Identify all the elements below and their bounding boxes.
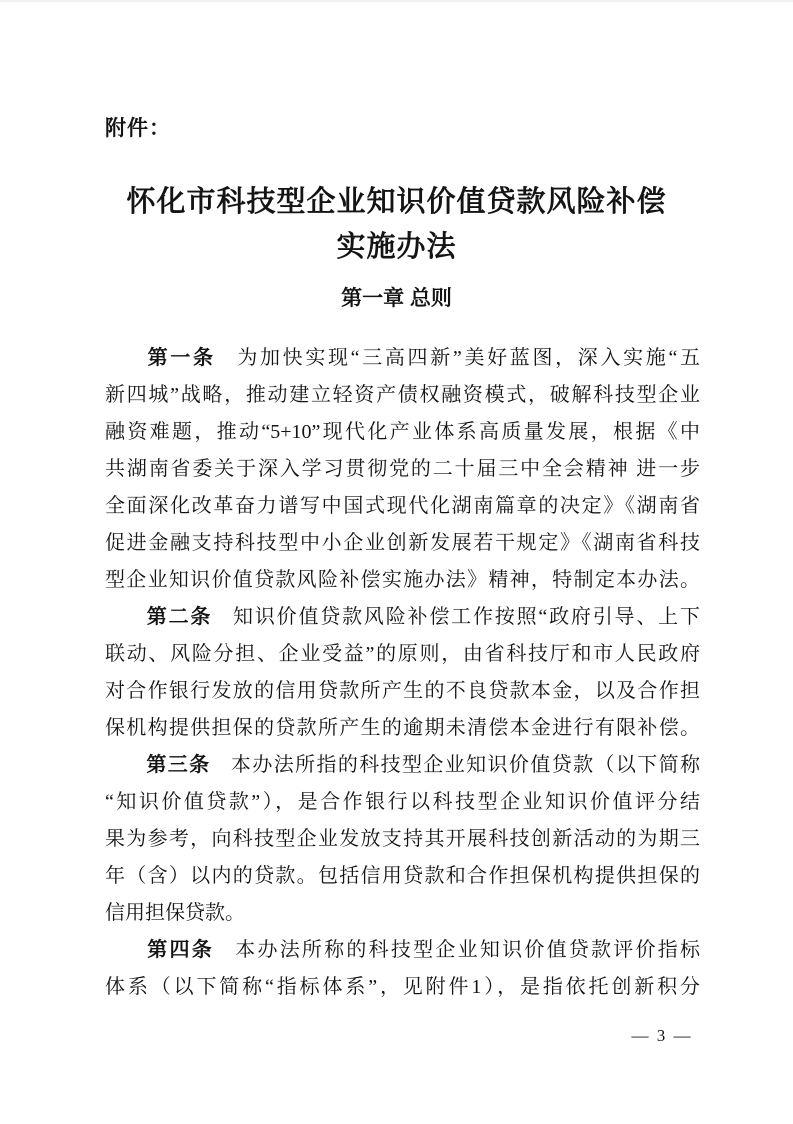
text-line <box>105 636 700 673</box>
article-number: 第四条 <box>145 939 214 961</box>
document-title-line1: 怀化市科技型企业知识价值贷款风险补偿 <box>126 186 667 218</box>
text-line <box>105 747 700 784</box>
text-line <box>105 562 700 599</box>
paragraph <box>105 747 700 932</box>
line-text: 年（含）以内的贷款。包括信用贷款和合作担保机构提供担保的 <box>105 865 700 887</box>
text-line <box>105 340 700 377</box>
document-title <box>0 180 793 270</box>
article-number: 第三条 <box>145 754 211 776</box>
line-text: 联动、风险分担、企业受益”的原则，由省科技厅和市人民政府 <box>105 643 700 665</box>
line-text: 知识价值贷款风险补偿工作按照“政府引导、上下 <box>231 606 700 628</box>
text-line <box>105 673 700 710</box>
page-number: — 3 — <box>631 1026 693 1045</box>
line-text: 为加快实现“三高四新”美好蓝图，深入实施“五 <box>234 347 700 369</box>
text-line <box>105 821 700 858</box>
line-text: 本办法所称的科技型企业知识价值贷款评价指标 <box>232 939 701 961</box>
line-text: 保机构提供担保的贷款所产生的逾期未清偿本金进行有限补偿。 <box>105 717 700 739</box>
text-line <box>105 488 700 525</box>
text-line <box>105 895 700 932</box>
line-text: 本办法所指的科技型企业知识价值贷款（以下简称 <box>229 754 701 776</box>
line-text: 体系（以下简称“指标体系”，见附件1），是指依托创新积分 <box>105 976 700 998</box>
line-text: “知识价值贷款”），是合作银行以科技型企业知识价值评分结 <box>105 791 700 813</box>
paragraph <box>105 340 700 599</box>
text-line <box>105 525 700 562</box>
line-text: 信用担保贷款。 <box>105 902 245 924</box>
paragraph <box>105 599 700 747</box>
line-text: 新四城”战略，推动建立轻资产债权融资模式，破解科技型企业 <box>105 384 700 406</box>
text-line <box>105 784 700 821</box>
line-text: 促进金融支持科技型中小企业创新发展若干规定》《湖南省科技 <box>105 532 700 554</box>
text-line <box>105 414 700 451</box>
article-number: 第二条 <box>145 606 213 628</box>
document-title-line2: 实施办法 <box>336 231 457 263</box>
line-text: 融资难题，推动“5+10”现代化产业体系高质量发展，根据《中 <box>105 421 700 443</box>
text-line <box>105 599 700 636</box>
paragraph <box>105 932 700 1006</box>
attachment-label: 附件： <box>105 117 171 140</box>
line-text: 对合作银行发放的信用贷款所产生的不良贷款本金，以及合作担 <box>105 680 700 702</box>
chapter-heading: 第一章 总则 <box>341 287 452 310</box>
line-text: 共湖南省委关于深入学习贯彻党的二十届三中全会精神 进一步 <box>105 458 700 480</box>
text-line <box>105 858 700 895</box>
text-line <box>105 932 700 969</box>
text-line <box>105 451 700 488</box>
document-body <box>105 340 700 1006</box>
text-line <box>105 969 700 1006</box>
text-line <box>105 377 700 414</box>
article-number: 第一条 <box>145 347 216 369</box>
line-text: 全面深化改革奋力谱写中国式现代化湖南篇章的决定》《湖南省 <box>105 495 700 517</box>
line-text: 型企业知识价值贷款风险补偿实施办法》精神，特制定本办法。 <box>105 569 700 591</box>
line-text: 果为参考，向科技型企业发放支持其开展科技创新活动的为期三 <box>105 828 700 850</box>
text-line <box>105 710 700 747</box>
